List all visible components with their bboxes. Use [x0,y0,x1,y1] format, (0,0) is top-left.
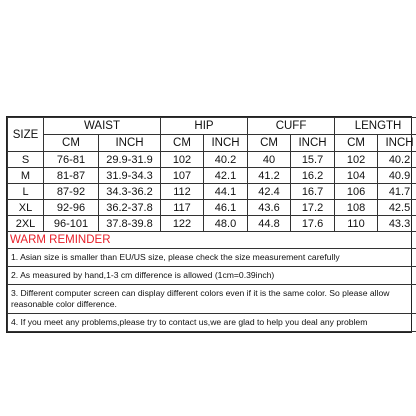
waist-inch-cell: 31.9-34.3 [99,168,161,184]
hip-cm-cell: 122 [161,216,204,232]
reminder-note-row [8,285,416,314]
unit-inch: INCH [378,135,416,152]
table-row [8,200,416,216]
cuff-inch-cell: 17.6 [291,216,335,232]
waist-header: WAIST [44,118,161,135]
hip-cm-cell: 112 [161,184,204,200]
cuff-cm-cell: 44.8 [248,216,291,232]
reminder-note-row [8,249,416,267]
table-row [8,184,416,200]
table-row [8,216,416,232]
hip-inch-cell: 48.0 [204,216,248,232]
cuff-inch-cell: 17.2 [291,200,335,216]
length-cm-cell: 104 [335,168,378,184]
hip-cm-cell: 107 [161,168,204,184]
hip-inch-cell: 42.1 [204,168,248,184]
cuff-inch-cell: 16.7 [291,184,335,200]
reminder-note: 1. Asian size is smaller than EU/US size, please check the size measurement carefully [8,249,416,267]
cuff-header: CUFF [248,118,335,135]
waist-cm-cell: 87-92 [44,184,99,200]
length-cm-cell: 102 [335,152,378,168]
hip-inch-cell: 40.2 [204,152,248,168]
size-chart [6,116,412,333]
unit-cm: CM [248,135,291,152]
cuff-cm-cell: 40 [248,152,291,168]
waist-cm-cell: 81-87 [44,168,99,184]
hip-inch-cell: 46.1 [204,200,248,216]
table-row [8,152,416,168]
unit-inch: INCH [99,135,161,152]
length-inch-cell: 42.5 [378,200,416,216]
length-header: LENGTH [335,118,416,135]
length-cm-cell: 106 [335,184,378,200]
size-cell: XL [8,200,44,216]
size-cell: 2XL [8,216,44,232]
group-header-row [8,118,416,135]
cuff-cm-cell: 42.4 [248,184,291,200]
waist-inch-cell: 34.3-36.2 [99,184,161,200]
reminder-note: 4. If you meet any problems,please try to contact us,we are glad to help you deal any problem [8,314,416,332]
waist-cm-cell: 76-81 [44,152,99,168]
unit-cm: CM [335,135,378,152]
hip-cm-cell: 102 [161,152,204,168]
waist-cm-cell: 92-96 [44,200,99,216]
cuff-cm-cell: 41.2 [248,168,291,184]
size-cell: L [8,184,44,200]
length-cm-cell: 110 [335,216,378,232]
waist-inch-cell: 37.8-39.8 [99,216,161,232]
unit-cm: CM [44,135,99,152]
length-inch-cell: 40.2 [378,152,416,168]
length-inch-cell: 40.9 [378,168,416,184]
waist-inch-cell: 36.2-37.8 [99,200,161,216]
size-cell: M [8,168,44,184]
unit-cm: CM [161,135,204,152]
unit-header-row [8,135,416,152]
reminder-note: 3. Different computer screen can display different colors even if it is the same color. So please allow reasonable color difference. [8,285,416,314]
reminder-note-row [8,314,416,332]
size-cell: S [8,152,44,168]
length-cm-cell: 108 [335,200,378,216]
cuff-cm-cell: 43.6 [248,200,291,216]
unit-inch: INCH [291,135,335,152]
length-inch-cell: 41.7 [378,184,416,200]
size-header: SIZE [8,118,44,152]
table-row [8,168,416,184]
reminder-note-row [8,267,416,285]
unit-inch: INCH [204,135,248,152]
hip-cm-cell: 117 [161,200,204,216]
reminder-note: 2. As measured by hand,1-3 cm difference is allowed (1cm=0.39inch) [8,267,416,285]
reminder-title-row [8,232,416,249]
hip-inch-cell: 44.1 [204,184,248,200]
waist-cm-cell: 96-101 [44,216,99,232]
length-inch-cell: 43.3 [378,216,416,232]
hip-header: HIP [161,118,248,135]
cuff-inch-cell: 15.7 [291,152,335,168]
reminder-title: WARM REMINDER [8,232,416,249]
cuff-inch-cell: 16.2 [291,168,335,184]
size-table [7,117,416,332]
waist-inch-cell: 29.9-31.9 [99,152,161,168]
